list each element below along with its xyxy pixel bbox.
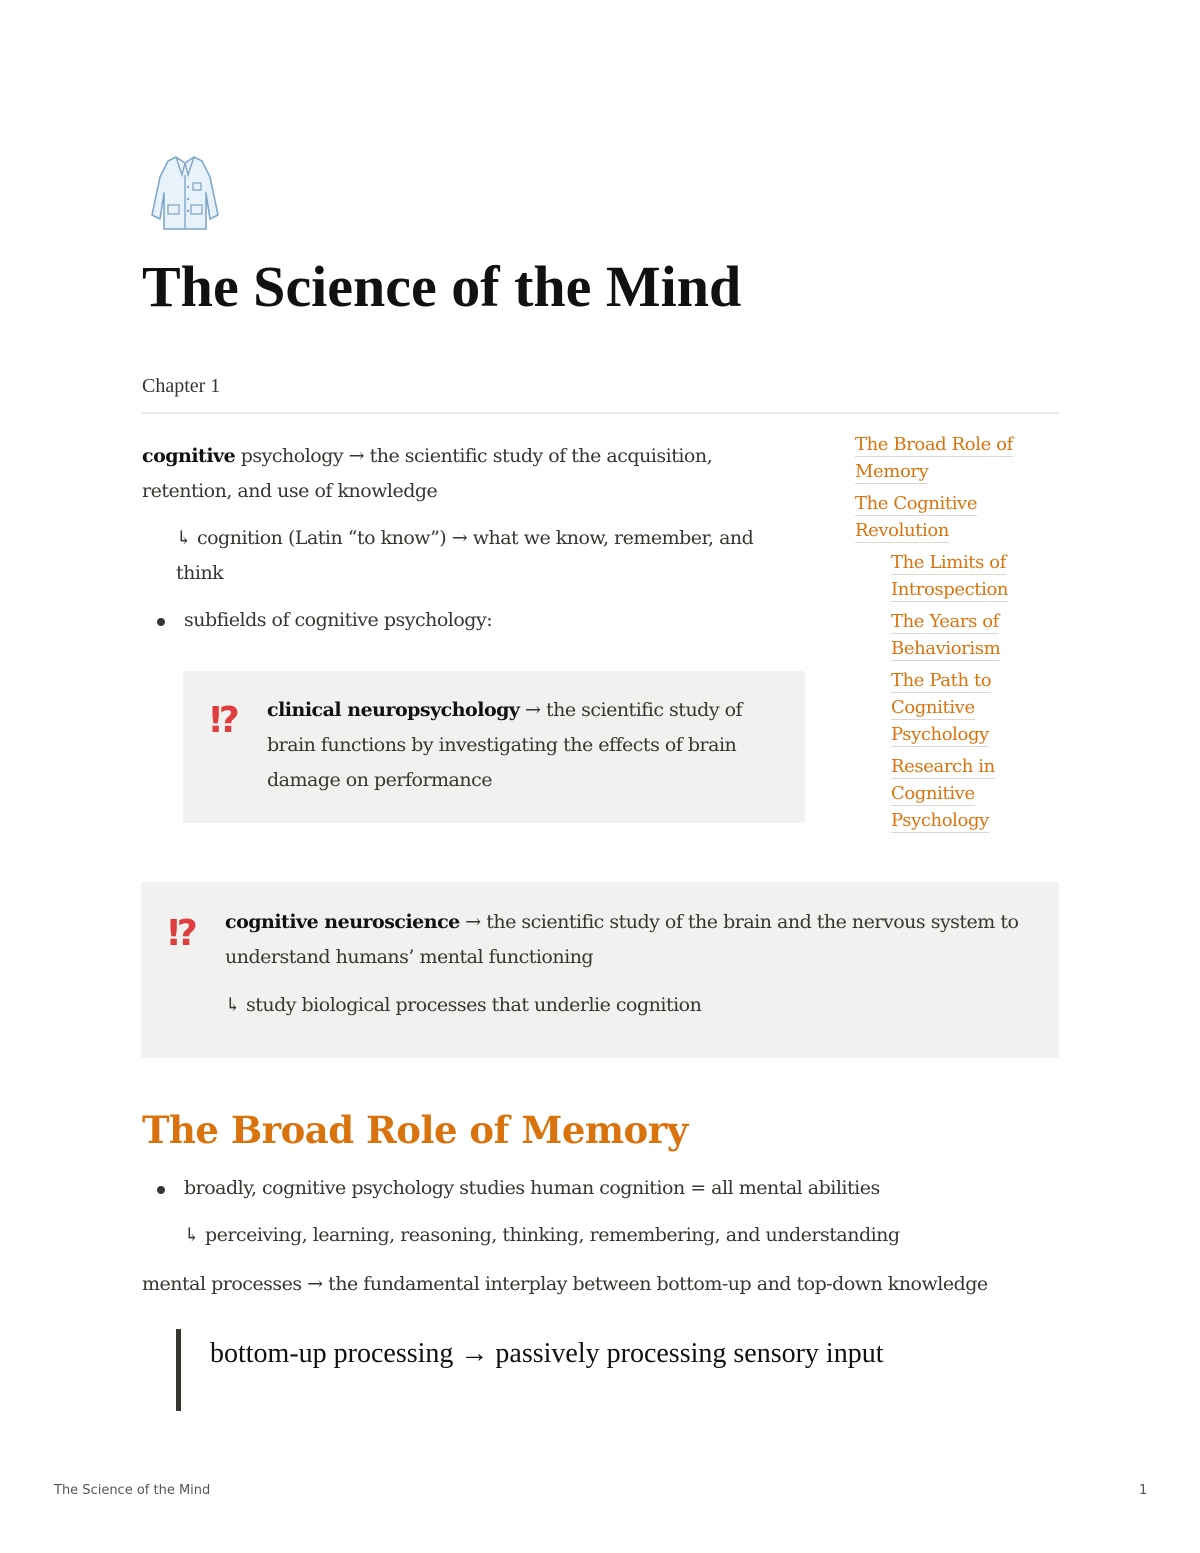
interrobang-icon: ⁉ (210, 700, 234, 741)
intro-sub: ↳ cognition (Latin “to know”) → what we know, remember, and think (176, 527, 754, 584)
callout-clinical-neuropsychology (183, 671, 805, 823)
page-number: 1 (1139, 1483, 1148, 1498)
section-sub: ↳ perceiving, learning, reasoning, thinking, remembering, and understanding (184, 1224, 900, 1246)
callout-term: clinical neuropsychology (267, 699, 520, 721)
toc-item-research-in-cognitive-psychology[interactable] (855, 753, 1055, 834)
list-item (142, 1171, 1042, 1206)
intro-block (142, 439, 802, 638)
section-paragraph: mental processes → the fundamental interplay between bottom-up and top-down knowledge (142, 1273, 988, 1295)
section-heading: The Broad Role of Memory (142, 1108, 688, 1152)
table-of-contents (855, 431, 1055, 839)
toc-item-cognitive-revolution[interactable] (855, 490, 1055, 544)
callout-sub: ↳ study biological processes that underlie cognition (225, 994, 702, 1016)
lab-coat-icon (146, 153, 224, 235)
bullet-text: broadly, cognitive psychology studies human cognition = all mental abilities (184, 1177, 880, 1199)
page-title: The Science of the Mind (142, 254, 742, 319)
toc-link[interactable]: The Cognitive Revolution (855, 493, 978, 541)
intro-text: psychology → the scientific study of the acquisition, retention, and use of knowledge (142, 445, 713, 502)
intro-term: cognitive (142, 445, 236, 467)
callout-definition: → the scientific study of the brain and the nervous system to understand humans’ mental functioning (225, 911, 1019, 968)
toc-item-path-to-cognitive-psychology[interactable] (855, 667, 1055, 748)
toc-link[interactable]: The Limits of Introspection (891, 552, 1009, 600)
toc-item-broad-role-of-memory[interactable] (855, 431, 1055, 485)
bullet-dot (157, 1186, 165, 1194)
callout-definition: → the scientific study of brain functions by investigating the effects of brain damage on performance (267, 699, 743, 791)
section-body (142, 1171, 1042, 1302)
toc-link[interactable]: Research in Cognitive Psychology (891, 756, 995, 831)
interrobang-icon: ⁉ (168, 913, 192, 954)
callout-text (267, 693, 777, 798)
intro-paragraph (142, 439, 802, 509)
bullet-dot (157, 618, 165, 626)
callout-text (225, 905, 1035, 975)
quote-text: bottom-up processing → passively processing sensory input (210, 1338, 884, 1369)
chapter-label: Chapter 1 (142, 375, 221, 397)
bullet-text: subfields of cognitive psychology: (184, 609, 493, 631)
callout-term: cognitive neuroscience (225, 911, 460, 933)
quote-bar (176, 1329, 181, 1411)
list-item (142, 603, 802, 638)
toc-link[interactable]: The Broad Role of Memory (855, 434, 1013, 482)
toc-link[interactable]: The Years of Behaviorism (891, 611, 1001, 659)
callout-cognitive-neuroscience (141, 882, 1059, 1058)
divider (142, 412, 1059, 414)
toc-item-limits-of-introspection[interactable] (855, 549, 1055, 603)
footer-title: The Science of the Mind (54, 1483, 211, 1498)
toc-link[interactable]: The Path to Cognitive Psychology (891, 670, 992, 745)
toc-item-years-of-behaviorism[interactable] (855, 608, 1055, 662)
